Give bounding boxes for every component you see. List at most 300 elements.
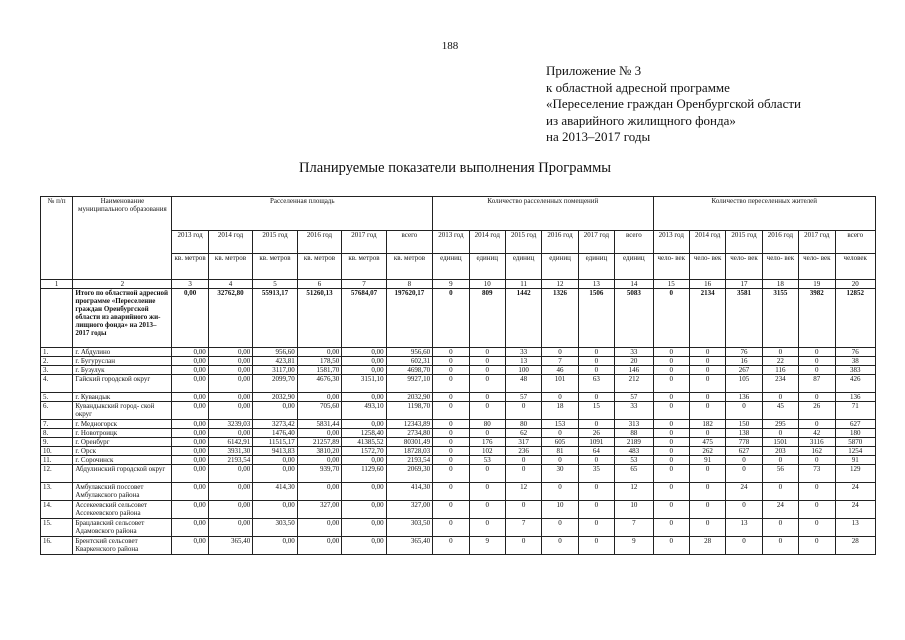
cell-value: 0,00 xyxy=(297,519,341,537)
header-year: 2017 год xyxy=(799,231,835,254)
document-title: Планируемые показатели выполнения Программы xyxy=(299,160,611,176)
cell-value: 56 xyxy=(762,465,798,483)
cell-value: 0 xyxy=(762,348,798,357)
cell-value: 0 xyxy=(762,483,798,501)
cell-value: 0 xyxy=(433,366,469,375)
row-name: г. Кувандык xyxy=(73,393,172,402)
cell-value: 203 xyxy=(762,447,798,456)
column-number: 5 xyxy=(253,280,297,289)
cell-value: 6142,91 xyxy=(208,438,252,447)
cell-value: 0 xyxy=(542,393,578,402)
cell-value: 24 xyxy=(835,501,876,519)
cell-value: 0 xyxy=(469,348,505,357)
cell-value: 2099,70 xyxy=(253,375,297,393)
cell-value: 7 xyxy=(542,357,578,366)
cell-value: 0 xyxy=(799,456,835,465)
cell-value: 0 xyxy=(542,429,578,438)
cell-value: 0,00 xyxy=(253,501,297,519)
cell-value: 365,40 xyxy=(386,537,433,555)
header-total: всего xyxy=(386,231,433,254)
cell-value: 0,00 xyxy=(297,429,341,438)
header-total: всего xyxy=(615,231,653,254)
cell-value: 234 xyxy=(762,375,798,393)
total-value: 57684,07 xyxy=(342,289,386,348)
cell-value: 9413,83 xyxy=(253,447,297,456)
row-number: 13. xyxy=(41,483,73,501)
cell-value: 1572,70 xyxy=(342,447,386,456)
column-number: 18 xyxy=(762,280,798,289)
cell-value: 0 xyxy=(433,447,469,456)
cell-value: 0 xyxy=(469,519,505,537)
cell-value: 0 xyxy=(542,348,578,357)
table-row xyxy=(41,447,876,456)
cell-value: 956,60 xyxy=(386,348,433,357)
cell-value: 1091 xyxy=(578,438,614,447)
header-year: 2016 год xyxy=(762,231,798,254)
cell-value: 0 xyxy=(653,366,689,375)
cell-value: 0 xyxy=(433,429,469,438)
total-value: 0 xyxy=(433,289,469,348)
cell-value: 80 xyxy=(469,420,505,429)
cell-value: 778 xyxy=(726,438,762,447)
cell-value: 0 xyxy=(469,501,505,519)
cell-value: 15 xyxy=(578,402,614,420)
cell-value: 0 xyxy=(469,375,505,393)
cell-value: 80301,49 xyxy=(386,438,433,447)
cell-value: 0,00 xyxy=(297,456,341,465)
header-year: 2014 год xyxy=(689,231,725,254)
total-value: 1442 xyxy=(505,289,541,348)
row-number: 3. xyxy=(41,366,73,375)
cell-value: 267 xyxy=(726,366,762,375)
header-year: 2015 год xyxy=(726,231,762,254)
cell-value: 0,00 xyxy=(253,402,297,420)
header-unit: единиц xyxy=(578,254,614,280)
cell-value: 0 xyxy=(799,420,835,429)
cell-value: 0 xyxy=(578,483,614,501)
cell-value: 0 xyxy=(469,357,505,366)
cell-value: 313 xyxy=(615,420,653,429)
cell-value: 426 xyxy=(835,375,876,393)
cell-value: 0 xyxy=(653,456,689,465)
cell-value: 24 xyxy=(726,483,762,501)
cell-value: 18728,03 xyxy=(386,447,433,456)
cell-value: 100 xyxy=(505,366,541,375)
cell-value: 3931,30 xyxy=(208,447,252,456)
row-name: г. Бузулук xyxy=(73,366,172,375)
cell-value: 0,00 xyxy=(172,393,208,402)
cell-value: 0,00 xyxy=(208,393,252,402)
cell-value: 493,10 xyxy=(342,402,386,420)
table-row xyxy=(41,483,876,501)
header-year: 2013 год xyxy=(653,231,689,254)
cell-value: 22 xyxy=(762,357,798,366)
row-number: 7. xyxy=(41,420,73,429)
cell-value: 0 xyxy=(689,357,725,366)
cell-value: 0 xyxy=(653,393,689,402)
cell-value: 162 xyxy=(799,447,835,456)
cell-value: 0 xyxy=(799,483,835,501)
cell-value: 3810,20 xyxy=(297,447,341,456)
total-value: 3581 xyxy=(726,289,762,348)
annex-line: Приложение № 3 xyxy=(546,63,642,78)
cell-value: 0 xyxy=(689,429,725,438)
row-number: 10. xyxy=(41,447,73,456)
cell-value: 1581,70 xyxy=(297,366,341,375)
cell-value: 81 xyxy=(542,447,578,456)
cell-value: 0 xyxy=(433,501,469,519)
cell-value: 0 xyxy=(799,537,835,555)
column-number: 20 xyxy=(835,280,876,289)
cell-value: 0 xyxy=(542,519,578,537)
header-unit: чело- век xyxy=(799,254,835,280)
cell-value: 105 xyxy=(726,375,762,393)
cell-value: 180 xyxy=(835,429,876,438)
cell-value: 0 xyxy=(726,501,762,519)
cell-value: 46 xyxy=(542,366,578,375)
row-name: Кувандыкский город- ской округ xyxy=(73,402,172,420)
indicators-table xyxy=(40,196,876,555)
cell-value: 0 xyxy=(578,456,614,465)
cell-value: 0 xyxy=(505,402,541,420)
row-name: Абдулинский городской округ xyxy=(73,465,172,483)
column-number: 10 xyxy=(469,280,505,289)
cell-value: 0 xyxy=(799,519,835,537)
row-number: 4. xyxy=(41,375,73,393)
cell-value: 0 xyxy=(433,348,469,357)
annex-line: «Переселение граждан Оренбургской области xyxy=(546,96,801,111)
cell-value: 0 xyxy=(433,357,469,366)
column-number: 13 xyxy=(578,280,614,289)
header-unit: кв. метров xyxy=(253,254,297,280)
cell-value: 705,60 xyxy=(297,402,341,420)
table-row xyxy=(41,366,876,375)
cell-value: 35 xyxy=(578,465,614,483)
cell-value: 0 xyxy=(433,456,469,465)
cell-value: 0 xyxy=(726,456,762,465)
cell-value: 0 xyxy=(433,483,469,501)
row-number: 16. xyxy=(41,537,73,555)
table-row xyxy=(41,429,876,438)
header-year: 2014 год xyxy=(208,231,252,254)
cell-value: 0 xyxy=(469,366,505,375)
cell-value: 91 xyxy=(835,456,876,465)
cell-value: 0 xyxy=(578,420,614,429)
header-unit: человек xyxy=(835,254,876,280)
cell-value: 138 xyxy=(726,429,762,438)
cell-value: 63 xyxy=(578,375,614,393)
cell-value: 0 xyxy=(689,348,725,357)
row-name: Брацлавский сельсовет Адамовского района xyxy=(73,519,172,537)
cell-value: 0,00 xyxy=(297,483,341,501)
row-name: г. Новотроицк xyxy=(73,429,172,438)
cell-value: 0 xyxy=(689,501,725,519)
cell-value: 0 xyxy=(578,537,614,555)
cell-value: 0,00 xyxy=(342,501,386,519)
cell-value: 0,00 xyxy=(208,483,252,501)
cell-value: 0 xyxy=(653,420,689,429)
cell-value: 0,00 xyxy=(342,393,386,402)
cell-value: 21257,89 xyxy=(297,438,341,447)
header-year: 2013 год xyxy=(172,231,208,254)
cell-value: 0 xyxy=(653,519,689,537)
row-number: 8. xyxy=(41,429,73,438)
cell-value: 1258,40 xyxy=(342,429,386,438)
cell-value: 0,00 xyxy=(208,375,252,393)
cell-value: 0,00 xyxy=(172,519,208,537)
cell-value: 0 xyxy=(469,393,505,402)
column-number: 4 xyxy=(208,280,252,289)
cell-value: 20 xyxy=(615,357,653,366)
row-name: Гайский городской округ xyxy=(73,375,172,393)
cell-value: 0 xyxy=(799,501,835,519)
cell-value: 0,00 xyxy=(172,438,208,447)
table-row xyxy=(41,537,876,555)
table-row xyxy=(41,402,876,420)
table-row xyxy=(41,348,876,357)
cell-value: 150 xyxy=(726,420,762,429)
total-value: 12852 xyxy=(835,289,876,348)
row-number: 6. xyxy=(41,402,73,420)
cell-value: 102 xyxy=(469,447,505,456)
cell-value: 178,50 xyxy=(297,357,341,366)
cell-value: 2734,80 xyxy=(386,429,433,438)
table-row xyxy=(41,393,876,402)
header-unit: чело- век xyxy=(762,254,798,280)
cell-value: 0 xyxy=(689,375,725,393)
header-count-group: Количество расселенных помещений xyxy=(433,197,653,231)
row-number: 12. xyxy=(41,465,73,483)
cell-value: 64 xyxy=(578,447,614,456)
header-num: № п/п xyxy=(41,197,73,280)
column-number: 3 xyxy=(172,280,208,289)
cell-value: 7 xyxy=(615,519,653,537)
cell-value: 0,00 xyxy=(172,537,208,555)
header-name: Наименование муниципального образования xyxy=(73,197,172,280)
total-value: 55913,17 xyxy=(253,289,297,348)
cell-value: 0,00 xyxy=(253,456,297,465)
column-number: 8 xyxy=(386,280,433,289)
cell-value: 42 xyxy=(799,429,835,438)
cell-value: 0,00 xyxy=(172,366,208,375)
page-number: 188 xyxy=(441,40,459,52)
cell-value: 91 xyxy=(689,456,725,465)
cell-value: 3117,00 xyxy=(253,366,297,375)
cell-value: 1129,60 xyxy=(342,465,386,483)
cell-value: 0 xyxy=(653,402,689,420)
cell-value: 956,60 xyxy=(253,348,297,357)
cell-value: 0,00 xyxy=(208,501,252,519)
cell-value: 57 xyxy=(615,393,653,402)
cell-value: 0,00 xyxy=(208,519,252,537)
cell-value: 3116 xyxy=(799,438,835,447)
cell-value: 33 xyxy=(615,348,653,357)
total-value: 3982 xyxy=(799,289,835,348)
cell-value: 0 xyxy=(433,519,469,537)
cell-value: 3151,10 xyxy=(342,375,386,393)
cell-value: 0,00 xyxy=(172,501,208,519)
cell-value: 0 xyxy=(653,465,689,483)
header-area-group: Расселенная площадь xyxy=(172,197,433,231)
cell-value: 0 xyxy=(653,348,689,357)
cell-value: 0 xyxy=(433,393,469,402)
table-row xyxy=(41,357,876,366)
column-number: 14 xyxy=(615,280,653,289)
cell-value: 295 xyxy=(762,420,798,429)
cell-value: 0 xyxy=(653,438,689,447)
cell-value: 0 xyxy=(505,456,541,465)
cell-value: 0,00 xyxy=(297,537,341,555)
cell-value: 212 xyxy=(615,375,653,393)
header-unit: единиц xyxy=(469,254,505,280)
total-value: 51260,13 xyxy=(297,289,341,348)
row-name: г. Медногорск xyxy=(73,420,172,429)
cell-value: 0 xyxy=(762,393,798,402)
cell-value: 0 xyxy=(578,519,614,537)
cell-value: 0 xyxy=(653,429,689,438)
cell-value: 80 xyxy=(505,420,541,429)
cell-value: 383 xyxy=(835,366,876,375)
cell-value: 0,00 xyxy=(342,348,386,357)
cell-value: 0 xyxy=(469,429,505,438)
cell-value: 0 xyxy=(542,537,578,555)
table-row xyxy=(41,519,876,537)
cell-value: 0,00 xyxy=(297,348,341,357)
cell-value: 16 xyxy=(726,357,762,366)
cell-value: 0,00 xyxy=(172,357,208,366)
annex-line: к областной адресной программе xyxy=(546,79,730,95)
cell-value: 0 xyxy=(505,465,541,483)
header-year: 2015 год xyxy=(253,231,297,254)
cell-value: 136 xyxy=(835,393,876,402)
cell-value: 0 xyxy=(689,465,725,483)
column-number: 7 xyxy=(342,280,386,289)
cell-value: 7 xyxy=(505,519,541,537)
column-number: 15 xyxy=(653,280,689,289)
header-unit: кв. метров xyxy=(342,254,386,280)
cell-value: 0 xyxy=(689,402,725,420)
row-number: 9. xyxy=(41,438,73,447)
cell-value: 0,00 xyxy=(253,465,297,483)
cell-value: 2032,90 xyxy=(386,393,433,402)
total-value: 5083 xyxy=(615,289,653,348)
cell-value: 33 xyxy=(505,348,541,357)
total-value: 2134 xyxy=(689,289,725,348)
cell-value: 627 xyxy=(835,420,876,429)
row-name: г. Орск xyxy=(73,447,172,456)
cell-value: 5831,44 xyxy=(297,420,341,429)
cell-value: 0 xyxy=(433,420,469,429)
header-unit: единиц xyxy=(542,254,578,280)
cell-value: 423,81 xyxy=(253,357,297,366)
cell-value: 0 xyxy=(762,456,798,465)
cell-value: 0 xyxy=(469,465,505,483)
header-unit: кв. метров xyxy=(297,254,341,280)
row-number: 1. xyxy=(41,348,73,357)
cell-value: 0,00 xyxy=(208,348,252,357)
cell-value: 13 xyxy=(505,357,541,366)
cell-value: 0,00 xyxy=(172,420,208,429)
cell-value: 2189 xyxy=(615,438,653,447)
cell-value: 4676,30 xyxy=(297,375,341,393)
cell-value: 9927,10 xyxy=(386,375,433,393)
cell-value: 414,30 xyxy=(253,483,297,501)
cell-value: 10 xyxy=(542,501,578,519)
cell-value: 0 xyxy=(689,393,725,402)
cell-value: 76 xyxy=(835,348,876,357)
header-unit: чело- век xyxy=(653,254,689,280)
cell-value: 605 xyxy=(542,438,578,447)
cell-value: 1476,40 xyxy=(253,429,297,438)
total-value: 0 xyxy=(653,289,689,348)
table-row xyxy=(41,465,876,483)
cell-value: 0,00 xyxy=(253,537,297,555)
cell-value: 2069,30 xyxy=(386,465,433,483)
header-year: 2015 год xyxy=(505,231,541,254)
cell-value: 0,00 xyxy=(342,357,386,366)
cell-value: 0 xyxy=(578,501,614,519)
cell-value: 0 xyxy=(762,429,798,438)
cell-value: 129 xyxy=(835,465,876,483)
cell-value: 317 xyxy=(505,438,541,447)
cell-value: 176 xyxy=(469,438,505,447)
annex-line: из аварийного жилищного фонда» xyxy=(546,112,736,128)
cell-value: 1198,70 xyxy=(386,402,433,420)
cell-value: 0 xyxy=(653,501,689,519)
column-number: 1 xyxy=(41,280,73,289)
cell-value: 2193,54 xyxy=(386,456,433,465)
cell-value: 65 xyxy=(615,465,653,483)
cell-value: 0,00 xyxy=(208,357,252,366)
header-year: 2016 год xyxy=(297,231,341,254)
cell-value: 5870 xyxy=(835,438,876,447)
cell-value: 13 xyxy=(726,519,762,537)
cell-value: 24 xyxy=(762,501,798,519)
cell-value: 0 xyxy=(578,393,614,402)
cell-value: 0,00 xyxy=(208,429,252,438)
cell-value: 0 xyxy=(799,366,835,375)
cell-value: 0 xyxy=(578,366,614,375)
cell-value: 0,00 xyxy=(208,465,252,483)
cell-value: 0 xyxy=(653,537,689,555)
cell-value: 0,00 xyxy=(172,456,208,465)
cell-value: 11515,17 xyxy=(253,438,297,447)
cell-value: 2193,54 xyxy=(208,456,252,465)
cell-value: 45 xyxy=(762,402,798,420)
cell-value: 4698,70 xyxy=(386,366,433,375)
cell-value: 0,00 xyxy=(297,393,341,402)
cell-value: 57 xyxy=(505,393,541,402)
cell-value: 18 xyxy=(542,402,578,420)
cell-value: 53 xyxy=(615,456,653,465)
cell-value: 2032,90 xyxy=(253,393,297,402)
cell-value: 262 xyxy=(689,447,725,456)
cell-value: 12 xyxy=(615,483,653,501)
cell-value: 0,00 xyxy=(342,456,386,465)
cell-value: 365,40 xyxy=(208,537,252,555)
total-name: Итого по областной адресной программе «Переселение граждан Оренбургской области из аварийного жи- лищного фонда» на 2013–2017 годы xyxy=(73,289,172,348)
cell-value: 136 xyxy=(726,393,762,402)
header-people-group: Количество переселенных жителей xyxy=(653,197,875,231)
table-row xyxy=(41,501,876,519)
header-year: 2017 год xyxy=(578,231,614,254)
cell-value: 602,31 xyxy=(386,357,433,366)
header-unit: единиц xyxy=(505,254,541,280)
cell-value: 9 xyxy=(615,537,653,555)
row-number: 2. xyxy=(41,357,73,366)
cell-value: 0 xyxy=(762,537,798,555)
row-number: 15. xyxy=(41,519,73,537)
